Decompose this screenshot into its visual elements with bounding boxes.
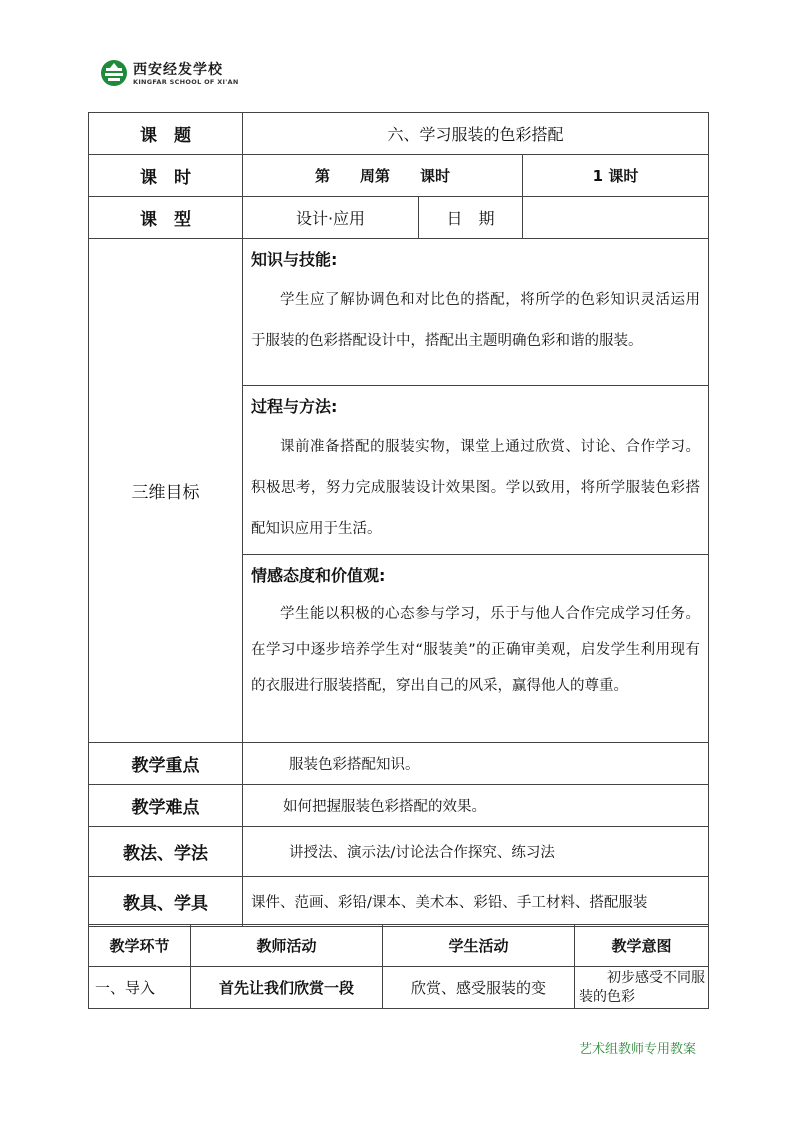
objectives-label: 三维目标 — [89, 239, 243, 743]
type-value: 设计·应用 — [243, 197, 419, 239]
table-row — [89, 967, 709, 1009]
topic-value: 六、学习服装的色彩搭配 — [243, 113, 709, 155]
process-text: 课前准备搭配的服装实物，课堂上通过欣赏、讨论、合作学习。积极思考，努力完成服装设计效果图。学以致用，将所学服装色彩搭配知识应用于生活。 — [251, 439, 701, 537]
knowledge-text: 学生应了解协调色和对比色的搭配，将所学的色彩知识灵活运用于服装的色彩搭配设计中，搭配出主题明确色彩和谐的服装。 — [251, 292, 701, 349]
footer-note: 艺术组教师专用教案 — [578, 1042, 696, 1057]
knowledge-title: 知识与技能: — [251, 250, 338, 269]
methods-value: 讲授法、演示法/讨论法合作探究、练习法 — [243, 827, 709, 877]
difficulty-label: 教学难点 — [89, 785, 243, 827]
teacher-cell: 首先让我们欣赏一段 — [191, 967, 383, 1009]
lesson-plan-table — [88, 112, 709, 927]
school-logo-icon — [100, 59, 128, 87]
process-section — [243, 386, 709, 555]
period-label: 课 时 — [89, 155, 243, 197]
student-cell: 欣赏、感受服装的变 — [383, 967, 575, 1009]
tools-label: 教具、学具 — [89, 877, 243, 927]
topic-label: 课 题 — [89, 113, 243, 155]
school-name-cn: 西安经发学校 — [133, 62, 223, 78]
emotion-title: 情感态度和价值观: — [251, 566, 386, 585]
header-student: 学生活动 — [383, 925, 575, 967]
emotion-text: 学生能以积极的心态参与学习，乐于与他人合作完成学习任务。在学习中逐步培养学生对“服装美”的正确审美观，启发学生利用现有的衣服进行服装搭配，穿出自己的风采，赢得他人的尊重。 — [251, 606, 701, 694]
period-week: 第 周第 课时 — [243, 155, 523, 197]
process-title: 过程与方法: — [251, 397, 338, 416]
header-intent: 教学意图 — [575, 925, 709, 967]
emotion-section — [243, 555, 709, 743]
date-label: 日 期 — [419, 197, 523, 239]
header-stage: 教学环节 — [89, 925, 191, 967]
difficulty-value: 如何把握服装色彩搭配的效果。 — [243, 785, 709, 827]
header-teacher: 教师活动 — [191, 925, 383, 967]
key-point-label: 教学重点 — [89, 743, 243, 785]
stage-cell: 一、导入 — [89, 967, 191, 1009]
date-value — [523, 197, 709, 239]
process-table — [88, 924, 709, 1009]
knowledge-section — [243, 239, 709, 386]
school-name-en: KINGFAR SCHOOL OF XI'AN — [133, 78, 239, 86]
period-value: 1 课时 — [523, 155, 709, 197]
key-point-value: 服装色彩搭配知识。 — [243, 743, 709, 785]
tools-value: 课件、范画、彩铅/课本、美术本、彩铅、手工材料、搭配服装 — [243, 877, 709, 927]
intent-cell: 初步感受不同服装的色彩 — [575, 967, 709, 1009]
school-logo — [100, 58, 260, 90]
type-label: 课 型 — [89, 197, 243, 239]
methods-label: 教法、学法 — [89, 827, 243, 877]
